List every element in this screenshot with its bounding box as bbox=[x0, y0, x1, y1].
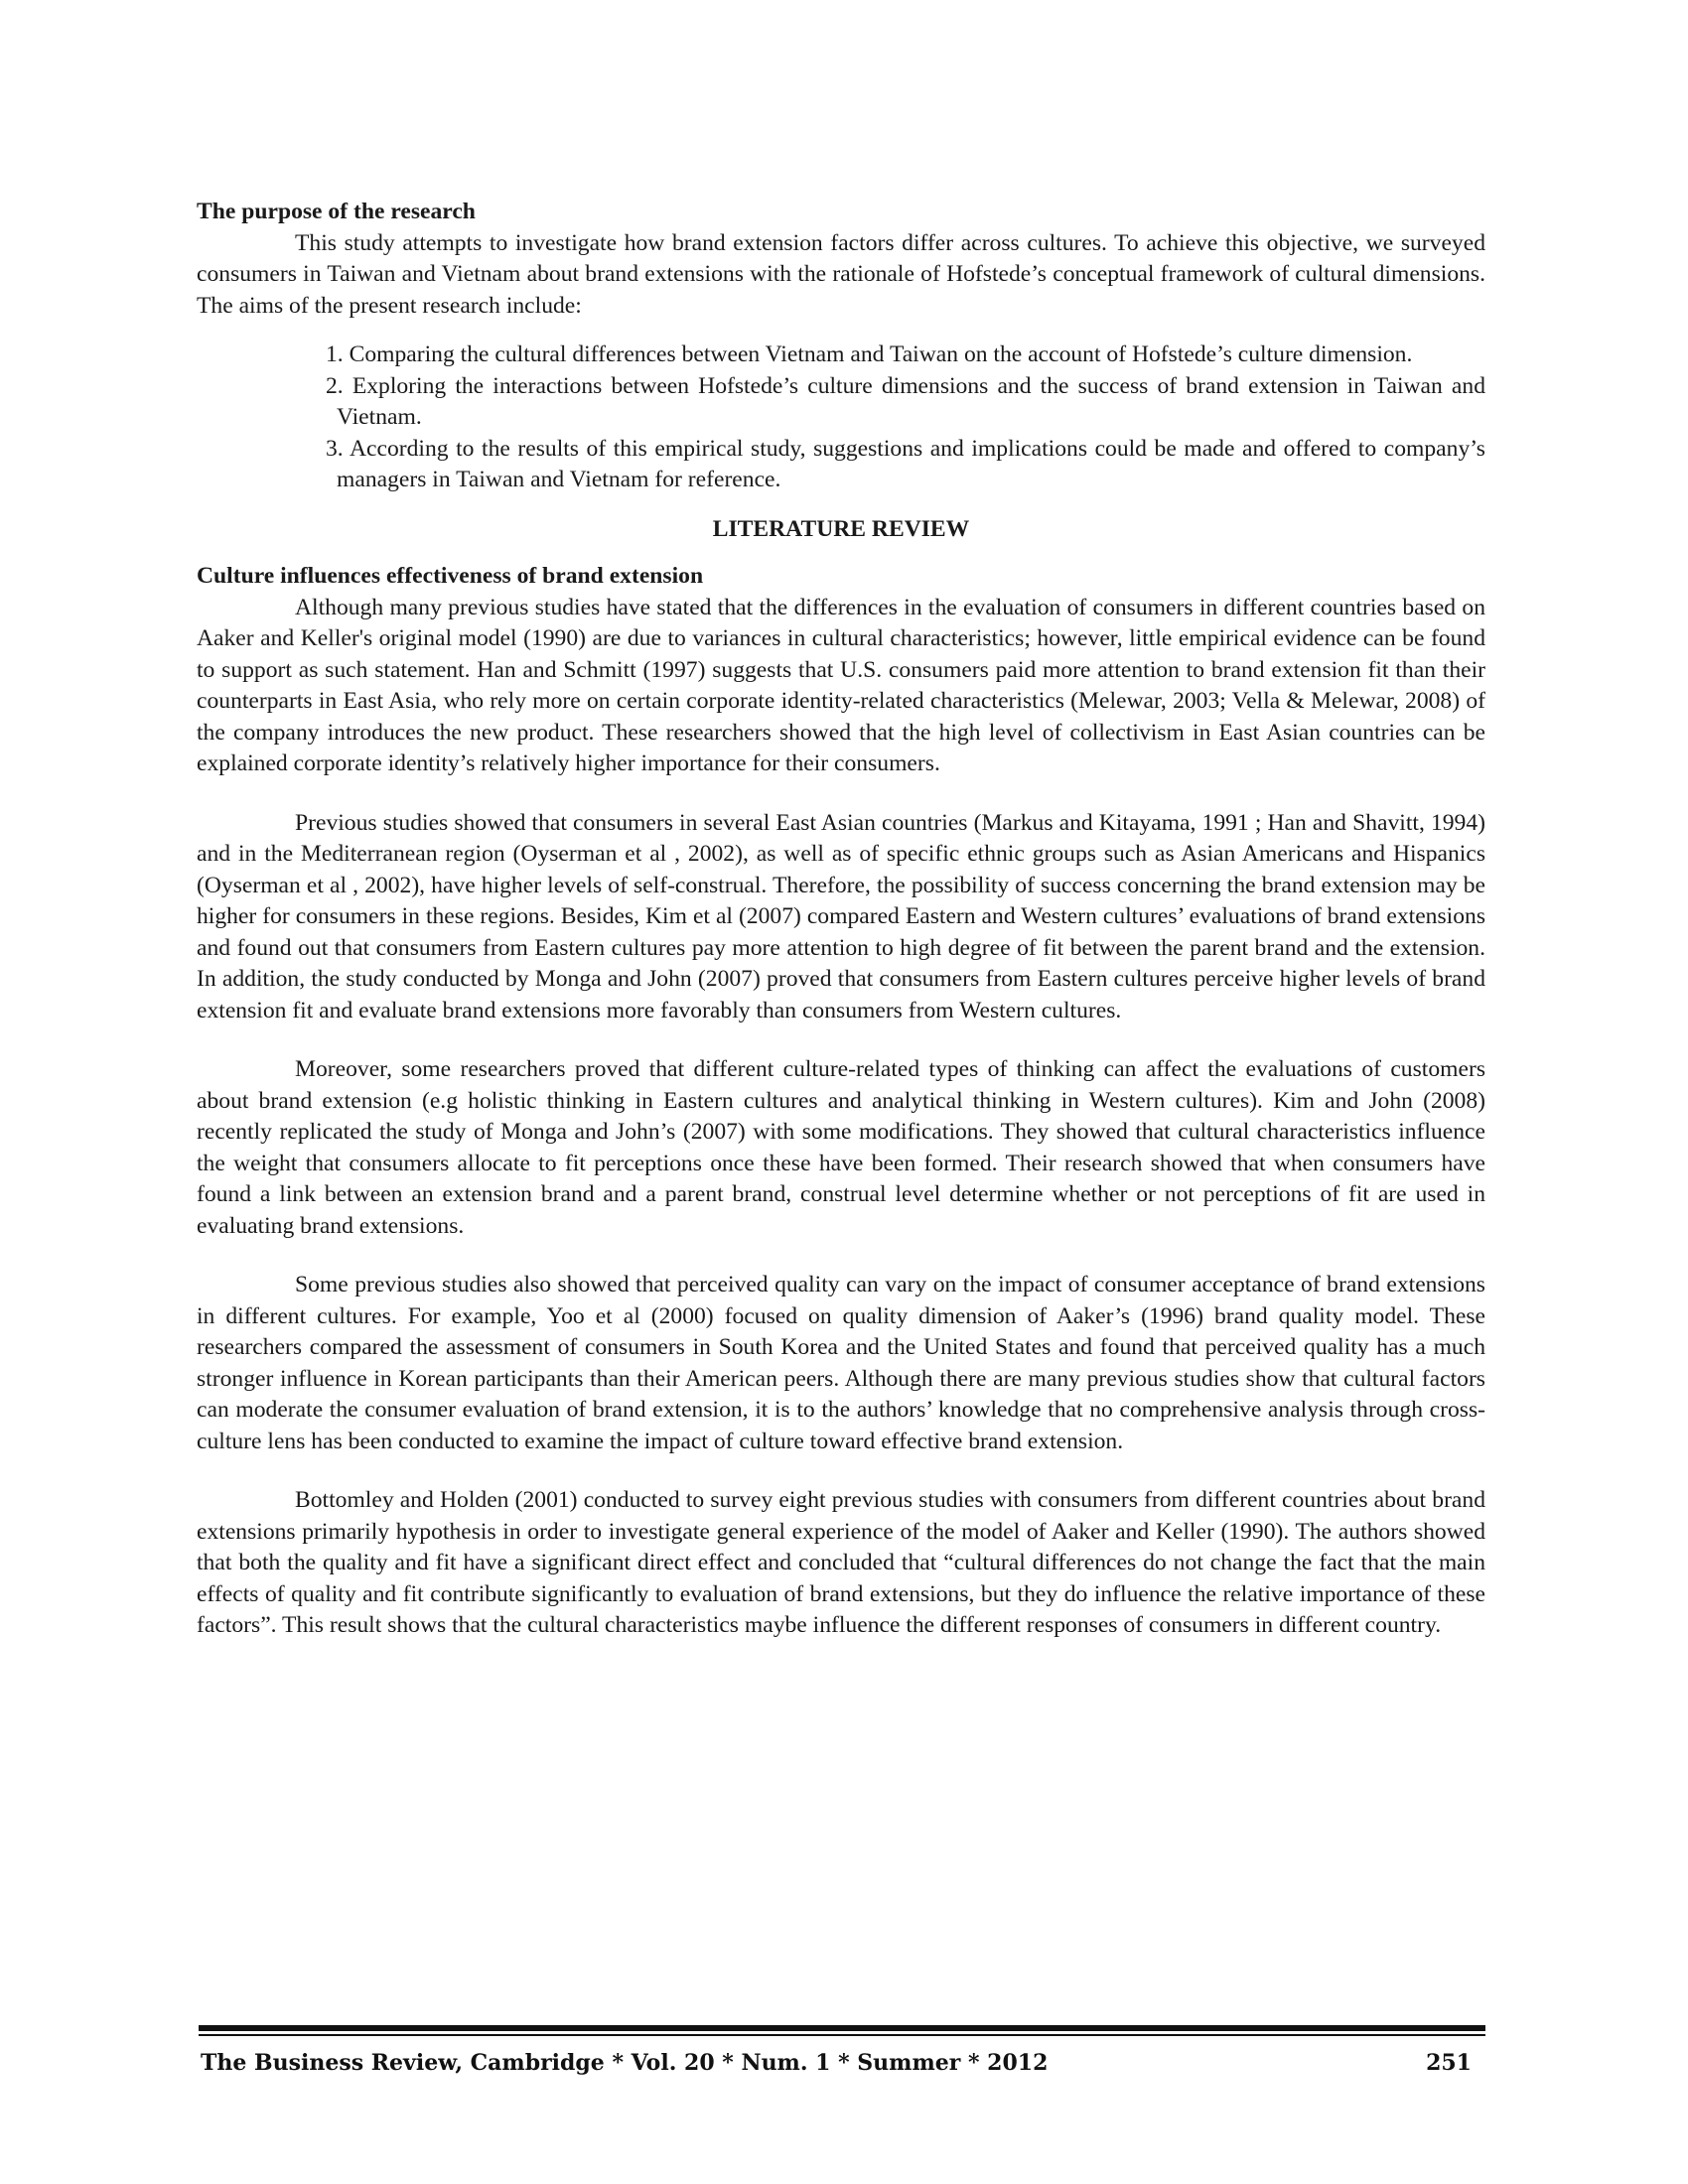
aims-list-item bbox=[197, 340, 1485, 371]
aims-list-item bbox=[197, 371, 1485, 434]
list-number: 1. bbox=[326, 341, 344, 367]
body-paragraph: Although many previous studies have stated that the differences in the evaluation of consumers in different countries based on Aaker and Keller's original model (1990) are due to variances in cultural characteristics; however, little empirical evidence can be found to support as such statement. Han and Schmitt (1997) suggests that U.S. consumers paid more attention to brand extension fit than their counterparts in East Asia, who rely more on certain corporate identity-related characteristics (Melewar, 2003; Vella & Melewar, 2008) of the company introduces the new product. These researchers showed that the high level of collectivism in East Asian countries can be explained corporate identity’s relatively higher importance for their consumers. bbox=[197, 594, 1485, 776]
section-heading-purpose: The purpose of the research bbox=[197, 199, 476, 224]
footer-journal-citation: The Business Review, Cambridge * Vol. 20 * Num. 1 * Summer * 2012 bbox=[201, 2050, 1049, 2076]
literature-paragraphs bbox=[197, 593, 1485, 1642]
subheading-culture-influences: Culture influences effectiveness of brand extension bbox=[197, 563, 704, 589]
list-text: Exploring the interactions between Hofstede’s culture dimensions and the success of brand extension in Taiwan and Vietnam. bbox=[337, 372, 1485, 430]
list-text: According to the results of this empirical study, suggestions and implications could be made and offered to company’s managers in Taiwan and Vietnam for reference. bbox=[337, 435, 1485, 492]
section-title-literature-review: LITERATURE REVIEW bbox=[712, 515, 970, 542]
purpose-intro-paragraph: This study attempts to investigate how brand extension factors differ across cultures. To achieve this objective, we surveyed consumers in Taiwan and Vietnam about brand extensions with the rationale of Hofstede’s conceptual framework of cultural dimensions. The aims of the present research include: bbox=[197, 229, 1485, 319]
page-body bbox=[197, 197, 1485, 1642]
body-paragraph: Previous studies showed that consumers in several East Asian countries (Markus and Kitayama, 1991 ; Han and Shavitt, 1994) and in the Mediterranean region (Oyserman et al , 2002), as well as of specific ethnic groups such as Asian Americans and Hispanics (Oyserman et al , 2002), have higher levels of self-construal. Therefore, the possibility of success concerning the brand extension may be higher for consumers in these regions. Besides, Kim et al (2007) compared Eastern and Western cultures’ evaluations of brand extensions and found out that consumers from Eastern cultures pay more attention to high degree of fit between the parent brand and the extension. In addition, the study conducted by Monga and John (2007) proved that consumers from Eastern cultures perceive higher levels of brand extension fit and evaluate brand extensions more favorably than consumers from Western cultures. bbox=[197, 809, 1485, 1024]
footer-rule-thin bbox=[199, 2034, 1485, 2036]
footer-text-row bbox=[199, 2050, 1485, 2076]
list-number: 3. bbox=[326, 435, 344, 462]
list-text: Comparing the cultural differences between Vietnam and Taiwan on the account of Hofstede’s culture dimension. bbox=[349, 341, 1413, 367]
footer-page-number: 251 bbox=[1426, 2050, 1472, 2076]
body-paragraph: Some previous studies also showed that perceived quality can vary on the impact of consumer acceptance of brand extensions in different cultures. For example, Yoo et al (2000) focused on quality dimension of Aaker’s (1996) brand quality model. These researchers compared the assessment of consumers in South Korea and the United States and found that perceived quality has a much stronger influence in Korean participants than their American peers. Although there are many previous studies show that cultural factors can moderate the consumer evaluation of brand extension, it is to the authors’ knowledge that no comprehensive analysis through cross-culture lens has been conducted to examine the impact of culture toward effective brand extension. bbox=[197, 1272, 1485, 1454]
body-paragraph: Moreover, some researchers proved that different culture-related types of thinking can affect the evaluations of customers about brand extension (e.g holistic thinking in Eastern cultures and analytical thinking in Western cultures). Kim and John (2008) recently replicated the study of Monga and John’s (2007) with some modifications. They showed that cultural characteristics influence the weight that consumers allocate to fit perceptions once these have been formed. Their research showed that when consumers have found a link between an extension brand and a parent brand, construal level determine whether or not perceptions of fit are used in evaluating brand extensions. bbox=[197, 1056, 1485, 1239]
aims-list-item bbox=[197, 434, 1485, 496]
body-paragraph: Bottomley and Holden (2001) conducted to survey eight previous studies with consumers from different countries about brand extensions primarily hypothesis in order to investigate general experience of the model of Aaker and Keller (1990). The authors showed that both the quality and fit have a significant direct effect and concluded that “cultural differences do not change the fact that the main effects of quality and fit contribute significantly to evaluation of brand extensions, but they do influence the relative importance of these factors”. This result shows that the cultural characteristics maybe influence the different responses of consumers in different country. bbox=[197, 1487, 1485, 1638]
footer-rule-thick bbox=[199, 2025, 1485, 2031]
page-footer bbox=[199, 2025, 1485, 2076]
list-number: 2. bbox=[326, 372, 344, 399]
aims-list bbox=[197, 340, 1485, 496]
